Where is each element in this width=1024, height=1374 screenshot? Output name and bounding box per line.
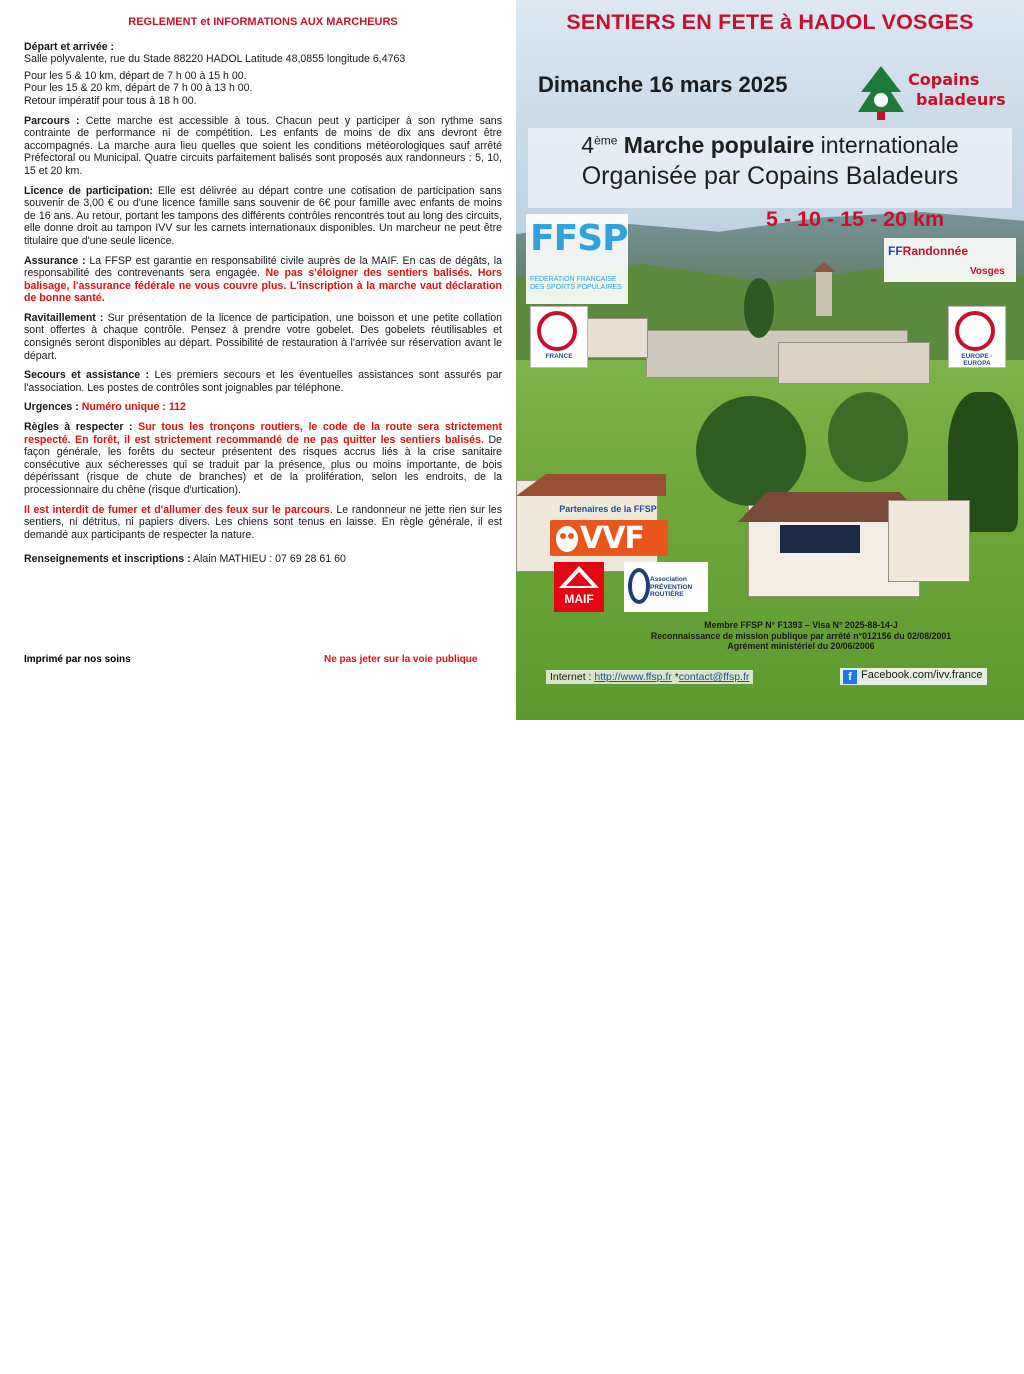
membership-info [596,620,1006,652]
ffsp-logo-text: FFSP [530,218,628,259]
partners-label: Partenaires de la FFSP [559,504,657,514]
regles-warning: Sur tous les tronçons routiers, le code de la route sera strictement respecté. En forêt, il est strictement recommandé de ne pas quitter les sentiers balisés. [24,421,502,446]
urgences-label: Urgences : [24,401,79,414]
ffr-brand [888,244,968,258]
maif-roof-icon [554,564,604,592]
depart-line4: Retour impératif pour tous à 18 h 00. [24,94,197,107]
regles-label: Règles à respecter : [24,421,133,434]
facebook-icon: f [843,670,857,684]
maif-text: MAIF [564,592,594,606]
ravitaillement-text: Sur présentation de la licence de participation, une boisson et une petite collation sont offertes à chaque contrôle. Pensez à prendre votre gobelet. Des gobelets réutilisables et consignés seront disponibles au départ. Possibilité de restauration à l'arrivée sur réservation avant le départ. [24,311,502,362]
copains-logo-line2: baladeurs [916,90,1006,109]
section-parcours [24,115,502,178]
marche-bold: Marche populaire [623,132,815,158]
printed-note: Imprimé par nos soins [24,654,131,665]
licence-text: Elle est délivrée au départ contre une cotisation de participation sans souvenir de 3,00 € ou d'une licence famille sans souvenir de 6€ pour famille avec enfants de moins de 16 ans. Au retour, portant les tampons des différents contrôles rencontrés tout au long des circuits, elle donne droit au tampon IVV sur les carnets internationaux disponibles. Un marcheur ne peut être titulaire que d'une seule licence. [24,184,502,247]
ffr-region: Vosges [970,266,1005,277]
section-regles [24,421,502,497]
fir-tree-icon [856,64,906,122]
depart-line3: Pour les 15 & 20 km, départ de 7 h 00 à 13 h 00. [24,82,253,95]
village-building [778,342,930,384]
facebook-text: Facebook.com/ivv.france [861,669,983,681]
maif-logo [554,562,604,612]
marche-rest: internationale [820,132,959,158]
ivv-right-caption: EUROPE · EUROPA [961,353,993,367]
prevention-p-icon [628,568,650,604]
ffr-brand-ff: FF [888,244,903,258]
licence-label: Licence de participation: [24,184,153,197]
internet-label: Internet : [550,671,595,683]
owl-icon [554,523,580,553]
interdit-warning: Il est interdit de fumer et d'allumer des feux sur le parcours [24,503,330,516]
prevention-text: Association PRÉVENTION ROUTIÈRE [650,576,693,598]
ffr-brand-rest: Randonnée [902,244,969,258]
partners-box [546,496,693,622]
ffsp-logo-caption: FEDERATION FRANCAISE DES SPORTS POPULAIRES [530,276,622,291]
internet-line [546,670,753,684]
ffsp-website-link[interactable]: http://www.ffsp.fr [594,671,672,683]
copains-logo-line1: Copains [908,70,980,89]
house [888,500,970,582]
edition-number: 4 [581,132,595,158]
section-licence [24,185,502,248]
prevention-routiere-logo [624,562,708,612]
marche-banner [528,128,1012,208]
edition-suffix: ème [594,133,618,148]
membre-line2: Reconnaissance de mission publique par arrêté n°012156 du 02/08/2001 [650,630,952,641]
distances: 5 - 10 - 15 - 20 km [766,207,945,231]
ravitaillement-label: Ravitaillement : [24,311,104,324]
footer-row [24,654,504,665]
vvf-logo [550,520,668,556]
section-depart [24,41,502,108]
poster-panel [516,0,1024,720]
marche-title-line [528,132,1012,159]
vvf-text: VVF [580,521,644,556]
copains-baladeurs-logo [856,64,1006,124]
litter-note: Ne pas jeter sur la voie publique [324,654,478,665]
section-renseignements [24,553,502,566]
secours-label: Secours et assistance : [24,369,150,382]
section-assurance [24,255,502,305]
church-tower [816,270,832,316]
tree-icon [828,392,908,482]
organizer-line: Organisée par Copains Baladeurs [581,162,959,190]
secours-text: Les premiers secours et les éventuelles assistances sont assurés par l'association. Les postes de contrôles sont joignables par téléphone. [24,369,502,394]
poster-title: SENTIERS EN FETE à HADOL VOSGES [566,10,974,34]
membre-line3: Agrément ministériel du 20/06/2006 [727,641,875,651]
links-bar [546,666,1016,690]
ivv-france-badge [530,306,588,368]
internet-separator: * [671,671,679,683]
depart-label: Départ et arrivée : [24,40,115,53]
renseignements-contact: Alain MATHIEU : 07 69 28 61 60 [192,553,346,566]
interdit-text: . Le randonneur ne jette rien sur les sentiers, ni détritus, ni papiers divers. Les chiens sont tenus en laisse. En règle générale, il est demandé aux participants de respecter la nature. [24,503,502,541]
event-date: Dimanche 16 mars 2025 [538,72,788,97]
ffsp-logo [526,214,628,304]
depart-line1: Salle polyvalente, rue du Stade 88220 HADOL Latitude 48,0855 longitude 6,4763 [24,53,406,66]
ffrandonnee-logo [884,238,1016,282]
renseignements-label: Renseignements et inscriptions : [24,553,191,566]
ivv-emblem-icon [537,311,577,351]
solar-panel [780,525,860,553]
parcours-label: Parcours : [24,114,80,127]
ivv-emblem-icon [955,311,995,351]
ivv-europe-badge [948,306,1006,368]
rules-panel [0,0,516,720]
urgences-number: Numéro unique : 112 [81,401,186,414]
assurance-warning: Ne pas s'éloigner des sentiers balisés. Hors balisage, l'assurance fédérale ne vous couvre plus. L'inscription à la marche vaut déclaration de bonne santé. [24,267,503,305]
contact-email-link[interactable]: contact@ffsp.fr [678,671,750,683]
assurance-label: Assurance : [24,254,86,267]
tree-icon [744,278,774,338]
regles-text: De façon générale, les forêts du secteur présentent des risques accrus liés à la crise sanitaire consécutive aux sécheresses qui se traduit par la présence, plus ou moins importante, de bois dépérissant (risque de chute de branches) et de la prolifération, selon les endroits, de la processionnaire du chêne (risque d'urtication). [24,433,502,496]
parcours-text: Cette marche est accessible à tous. Chacun peut y participer à son rythme sans contrainte de performance ni de compétition. Les enfants de moins de dix ans devront être accompagnés. La marche aura lieu quelles que soient les conditions météorologiques sauf arrêté Préfectoral ou Municipal. Quatre circuits parfaitement balisés sont proposés aux randonneurs : 5, 10, 15 et 20 km. [24,114,502,177]
rules-heading: REGLEMENT et INFORMATIONS AUX MARCHEURS [128,16,398,28]
tree-icon [696,396,806,506]
section-interdit [24,504,502,542]
section-urgences [24,401,502,414]
membre-line1: Membre FFSP N° F1393 – Visa N° 2025-88-14-J [704,620,898,630]
section-ravitaillement [24,312,502,362]
section-secours [24,369,502,394]
ivv-left-caption: FRANCE [545,353,573,360]
assurance-text: La FFSP est garantie en responsabilité civile auprès de la MAIF. En cas de dégâts, la responsabilité des contrevenants sera engagée. [24,254,502,280]
depart-line2: Pour les 5 & 10 km, départ de 7 h 00 à 15 h 00. [24,69,247,82]
facebook-link[interactable] [840,668,987,685]
